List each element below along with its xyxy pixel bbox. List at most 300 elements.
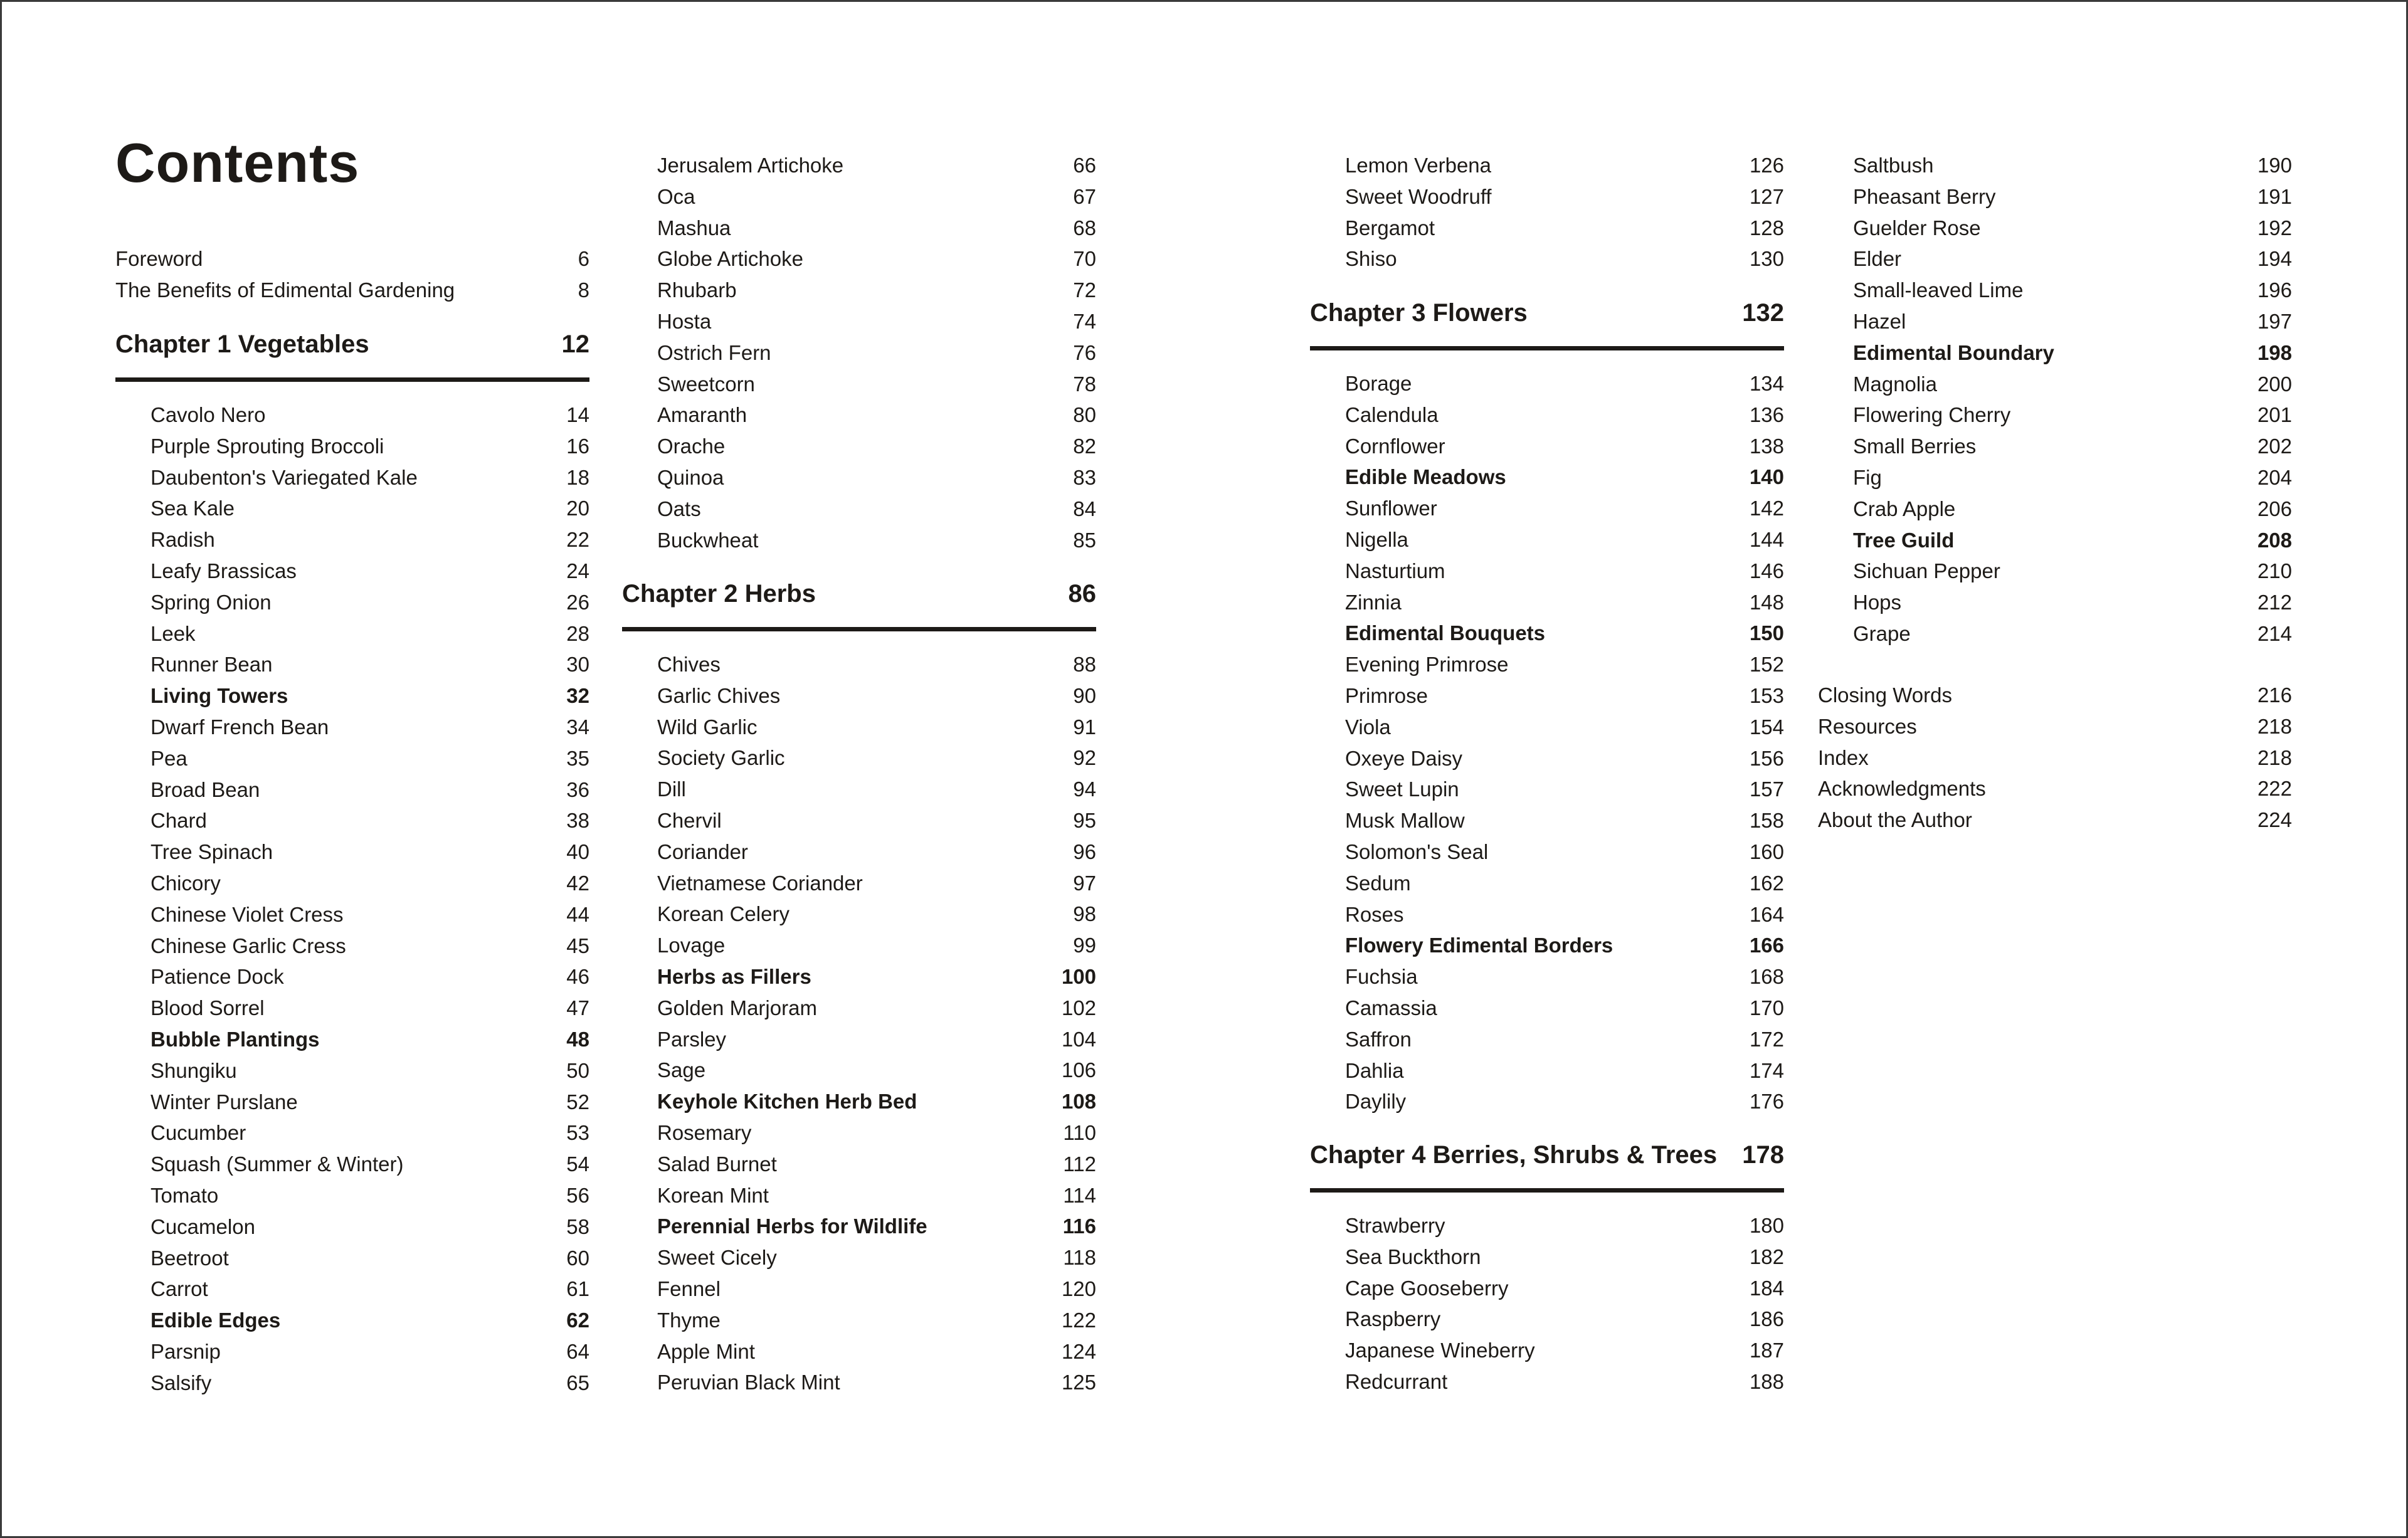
toc-entry[interactable] [622, 243, 1096, 275]
toc-entry[interactable] [1310, 649, 1784, 680]
toc-entry[interactable] [622, 337, 1096, 369]
toc-entry[interactable] [115, 930, 589, 962]
entry-label: Small Berries [1853, 435, 1977, 458]
entry-page-number: 116 [1062, 1214, 1096, 1238]
entry-label: Globe Artichoke [657, 247, 803, 271]
entry-label: Cornflower [1345, 434, 1445, 458]
entry-page-number: 48 [566, 1027, 589, 1051]
chapter-heading-berries-shrubs-trees[interactable] [1310, 1132, 1784, 1193]
toc-entry[interactable] [1310, 587, 1784, 618]
toc-entry[interactable] [115, 961, 589, 993]
entry-label: Leek [150, 621, 196, 645]
toc-entry[interactable] [622, 150, 1096, 181]
toc-entry[interactable] [1310, 1210, 1784, 1241]
entry-label: Rhubarb [657, 278, 737, 302]
entry-label: Tomato [150, 1183, 219, 1207]
entry-label: Chervil [657, 808, 722, 832]
toc-entry[interactable] [1310, 680, 1784, 712]
herbs-entry-list [622, 649, 1096, 1398]
entry-page-number: 120 [1061, 1277, 1096, 1300]
toc-entry[interactable] [622, 525, 1096, 556]
toc-entry[interactable] [1818, 431, 2292, 462]
entry-page-number: 174 [1749, 1058, 1784, 1082]
toc-entry[interactable] [622, 1117, 1096, 1149]
entry-label: Cucumber [150, 1121, 246, 1145]
toc-entry[interactable] [115, 649, 589, 680]
toc-entry[interactable] [622, 742, 1096, 774]
entry-label: Sunflower [1345, 497, 1437, 520]
entry-label: Closing Words [1818, 683, 1952, 707]
entry-page-number: 142 [1749, 497, 1784, 520]
toc-entry[interactable] [1310, 1055, 1784, 1087]
entry-label: Thyme [657, 1308, 721, 1332]
entry-page-number: 61 [566, 1277, 589, 1301]
entry-page-number: 82 [1073, 435, 1096, 458]
toc-entry[interactable] [1818, 493, 2292, 525]
entry-page-number: 78 [1073, 372, 1096, 396]
entry-page-number: 96 [1073, 840, 1096, 863]
back-matter-list [1818, 680, 2292, 836]
toc-entry[interactable] [1818, 150, 2292, 181]
entry-label: Sweet Lupin [1345, 777, 1459, 801]
entry-label: Evening Primrose [1345, 653, 1509, 677]
toc-entry[interactable] [115, 556, 589, 587]
toc-entry[interactable] [115, 805, 589, 836]
toc-entry[interactable] [622, 1242, 1096, 1273]
chapter-label: Chapter 1 Vegetables [115, 330, 369, 358]
entry-label: About the Author [1818, 808, 1972, 832]
entry-page-number: 52 [566, 1090, 589, 1114]
entry-label: Rosemary [657, 1120, 752, 1144]
chapter-page: 178 [1742, 1141, 1784, 1169]
toc-entry[interactable] [622, 181, 1096, 213]
entry-page-number: 170 [1749, 996, 1784, 1019]
page-title: Contents [115, 132, 360, 194]
toc-feature-entry[interactable] [1818, 337, 2292, 369]
toc-entry[interactable] [1818, 618, 2292, 650]
entry-page-number: 64 [566, 1339, 589, 1363]
toc-feature-entry[interactable] [622, 961, 1096, 993]
toc-entry[interactable] [1818, 556, 2292, 587]
herbs-continued-list [1310, 150, 1784, 275]
toc-feature-entry[interactable] [622, 1211, 1096, 1242]
entry-label: Salsify [150, 1371, 212, 1394]
entry-label: Sea Kale [150, 497, 235, 520]
toc-entry[interactable] [1818, 804, 2292, 836]
entry-label: Hops [1853, 591, 1902, 614]
entry-label: Saltbush [1853, 154, 1934, 177]
entry-page-number: 172 [1749, 1027, 1784, 1051]
toc-feature-entry[interactable] [1310, 461, 1784, 493]
toc-entry[interactable] [622, 275, 1096, 306]
toc-entry[interactable] [115, 243, 589, 275]
entry-label: Buckwheat [657, 528, 759, 552]
toc-entry[interactable] [115, 1367, 589, 1399]
toc-entry[interactable] [115, 1273, 589, 1305]
toc-feature-entry[interactable] [115, 680, 589, 712]
entry-label: Fennel [657, 1277, 721, 1300]
entry-page-number: 85 [1073, 528, 1096, 552]
entry-page-number: 187 [1749, 1339, 1784, 1362]
entry-label: Roses [1345, 902, 1404, 926]
entry-page-number: 35 [566, 746, 589, 770]
toc-entry[interactable] [1818, 680, 2292, 711]
toc-entry[interactable] [622, 1367, 1096, 1398]
entry-label: Japanese Wineberry [1345, 1339, 1535, 1362]
toc-entry[interactable] [1310, 805, 1784, 836]
entry-page-number: 188 [1749, 1369, 1784, 1393]
berries-entry-list [1310, 1210, 1784, 1398]
entry-label: Magnolia [1853, 372, 1937, 396]
entry-label: Sichuan Pepper [1853, 559, 2000, 583]
entry-page-number: 67 [1073, 184, 1096, 208]
entry-page-number: 26 [566, 590, 589, 614]
entry-label: Sedum [1345, 871, 1411, 895]
toc-entry[interactable] [1818, 306, 2292, 337]
chapter-label: Chapter 2 Herbs [622, 580, 816, 608]
toc-entry[interactable] [115, 1055, 589, 1087]
toc-entry[interactable] [115, 618, 589, 650]
toc-entry[interactable] [1310, 431, 1784, 462]
toc-entry[interactable] [1818, 462, 2292, 493]
entry-label: Acknowledgments [1818, 777, 1986, 801]
entry-page-number: 8 [578, 278, 589, 302]
entry-label: Fig [1853, 465, 1882, 489]
entry-page-number: 140 [1749, 465, 1784, 489]
toc-entry[interactable] [622, 898, 1096, 930]
entry-page-number: 186 [1749, 1307, 1784, 1331]
entry-label: Edimental Bouquets [1345, 621, 1546, 645]
toc-entry[interactable] [622, 1180, 1096, 1211]
toc-entry[interactable] [115, 1180, 589, 1211]
entry-page-number: 114 [1063, 1183, 1096, 1207]
toc-entry[interactable] [622, 1024, 1096, 1055]
entry-page-number: 156 [1749, 746, 1784, 770]
entry-page-number: 40 [566, 840, 589, 864]
toc-entry[interactable] [1310, 243, 1784, 275]
entry-page-number: 42 [566, 871, 589, 895]
toc-entry[interactable] [115, 587, 589, 618]
entry-page-number: 88 [1073, 653, 1096, 676]
entry-page-number: 106 [1061, 1058, 1096, 1082]
entry-page-number: 68 [1073, 216, 1096, 240]
entry-page-number: 92 [1073, 746, 1096, 770]
toc-entry[interactable] [1310, 1335, 1784, 1366]
toc-entry[interactable] [1818, 399, 2292, 431]
entry-page-number: 32 [566, 684, 589, 708]
toc-entry[interactable] [115, 712, 589, 743]
entry-page-number: 91 [1073, 715, 1096, 739]
entry-label: Sage [657, 1058, 706, 1082]
entry-page-number: 154 [1749, 715, 1784, 739]
toc-entry[interactable] [1818, 213, 2292, 244]
entry-label: Perennial Herbs for Wildlife [657, 1214, 927, 1238]
entry-page-number: 144 [1749, 527, 1784, 551]
toc-entry[interactable] [1310, 712, 1784, 743]
entry-page-number: 38 [566, 809, 589, 833]
entry-page-number: 102 [1061, 996, 1096, 1019]
chapter-page: 132 [1742, 299, 1784, 327]
entry-page-number: 60 [566, 1246, 589, 1270]
toc-entry[interactable] [115, 1243, 589, 1274]
entry-page-number: 122 [1061, 1308, 1096, 1332]
entry-page-number: 130 [1749, 247, 1784, 271]
toc-entry[interactable] [1818, 181, 2292, 213]
toc-entry[interactable] [1310, 493, 1784, 524]
entry-label: Pea [150, 746, 187, 770]
entry-label: Raspberry [1345, 1307, 1441, 1331]
entry-label: Vietnamese Coriander [657, 871, 863, 895]
entry-label: Nigella [1345, 527, 1408, 551]
entry-page-number: 124 [1061, 1339, 1096, 1363]
entry-label: Winter Purslane [150, 1090, 298, 1114]
toc-entry[interactable] [622, 1055, 1096, 1086]
entry-page-number: 22 [566, 528, 589, 552]
toc-entry[interactable] [115, 743, 589, 774]
toc-entry[interactable] [1310, 774, 1784, 805]
entry-page-number: 134 [1749, 372, 1784, 395]
entry-page-number: 118 [1063, 1246, 1096, 1270]
toc-feature-entry[interactable] [1310, 930, 1784, 961]
entry-label: Flowery Edimental Borders [1345, 934, 1613, 957]
toc-entry[interactable] [622, 431, 1096, 462]
toc-entry[interactable] [1310, 368, 1784, 399]
entry-label: Leafy Brassicas [150, 559, 297, 582]
entry-label: Sea Buckthorn [1345, 1245, 1481, 1268]
front-matter-list [115, 243, 589, 306]
toc-entry[interactable] [1310, 1024, 1784, 1055]
toc-entry[interactable] [115, 1087, 589, 1118]
toc-entry[interactable] [1310, 1273, 1784, 1304]
toc-entry[interactable] [1310, 899, 1784, 930]
toc-entry[interactable] [622, 1336, 1096, 1367]
toc-entry[interactable] [1818, 587, 2292, 618]
entry-label: Beetroot [150, 1246, 229, 1270]
entry-page-number: 45 [566, 934, 589, 957]
entry-label: Chinese Violet Cress [150, 902, 344, 926]
entry-label: Herbs as Fillers [657, 964, 811, 988]
toc-entry[interactable] [622, 836, 1096, 868]
berries-continued-list [1818, 150, 2292, 650]
toc-feature-entry[interactable] [115, 1024, 589, 1055]
toc-entry[interactable] [1310, 150, 1784, 181]
entry-page-number: 202 [2257, 435, 2292, 458]
vegetables-continued-list [622, 150, 1096, 556]
entry-page-number: 72 [1073, 278, 1096, 302]
entry-page-number: 76 [1073, 340, 1096, 364]
entry-page-number: 176 [1749, 1090, 1784, 1114]
entry-page-number: 34 [566, 715, 589, 739]
entry-label: Shiso [1345, 247, 1397, 271]
toc-entry[interactable] [622, 868, 1096, 899]
entry-page-number: 208 [2257, 528, 2292, 552]
entry-page-number: 18 [566, 465, 589, 489]
toc-entry[interactable] [622, 1149, 1096, 1180]
entry-page-number: 97 [1073, 871, 1096, 895]
toc-entry[interactable] [1818, 773, 2292, 804]
toc-entry[interactable] [1310, 1241, 1784, 1273]
entry-label: Elder [1853, 247, 1902, 271]
entry-label: Borage [1345, 372, 1412, 395]
entry-page-number: 190 [2257, 154, 2292, 177]
toc-feature-entry[interactable] [115, 1305, 589, 1336]
entry-label: Quinoa [657, 465, 724, 489]
entry-page-number: 200 [2257, 372, 2292, 396]
entry-label: Solomon's Seal [1345, 840, 1489, 863]
entry-label: Living Towers [150, 684, 288, 708]
entry-page-number: 157 [1749, 777, 1784, 801]
toc-entry[interactable] [1818, 742, 2292, 774]
entry-page-number: 110 [1063, 1120, 1096, 1144]
chapter-heading-vegetables[interactable] [115, 321, 589, 382]
entry-label: Broad Bean [150, 777, 260, 801]
toc-entry[interactable] [1310, 961, 1784, 993]
entry-label: Chicory [150, 871, 221, 895]
toc-entry[interactable] [622, 369, 1096, 400]
chapter-page: 12 [561, 330, 589, 358]
toc-entry[interactable] [1818, 711, 2292, 742]
toc-entry[interactable] [115, 462, 589, 493]
toc-entry[interactable] [1310, 868, 1784, 899]
entry-page-number: 66 [1073, 154, 1096, 177]
toc-entry[interactable] [115, 1336, 589, 1367]
entry-page-number: 153 [1749, 683, 1784, 707]
toc-entry[interactable] [1818, 275, 2292, 306]
toc-entry[interactable] [1310, 213, 1784, 244]
entry-page-number: 46 [566, 965, 589, 989]
entry-page-number: 108 [1061, 1090, 1096, 1114]
entry-label: Squash (Summer & Winter) [150, 1152, 404, 1176]
entry-label: Primrose [1345, 683, 1428, 707]
toc-entry[interactable] [115, 524, 589, 556]
toc-entry[interactable] [115, 399, 589, 431]
entry-page-number: 90 [1073, 683, 1096, 707]
toc-entry[interactable] [1310, 399, 1784, 431]
entry-page-number: 218 [2257, 714, 2292, 738]
toc-entry[interactable] [622, 930, 1096, 961]
entry-label: Saffron [1345, 1027, 1412, 1051]
entry-page-number: 127 [1749, 184, 1784, 208]
entry-page-number: 95 [1073, 808, 1096, 832]
entry-label: Edimental Boundary [1853, 340, 2054, 364]
chapter-heading-herbs[interactable] [622, 571, 1096, 631]
toc-entry[interactable] [1818, 243, 2292, 275]
entry-label: Korean Mint [657, 1183, 769, 1207]
entry-page-number: 53 [566, 1121, 589, 1145]
toc-entry[interactable] [1818, 369, 2292, 400]
entry-label: Foreword [115, 247, 203, 270]
toc-entry[interactable] [622, 306, 1096, 337]
toc-entry[interactable] [1310, 524, 1784, 556]
entry-label: Blood Sorrel [150, 996, 265, 1020]
toc-entry[interactable] [622, 1305, 1096, 1336]
entry-label: Lemon Verbena [1345, 154, 1492, 177]
toc-entry[interactable] [622, 649, 1096, 680]
entry-page-number: 128 [1749, 216, 1784, 240]
toc-entry[interactable] [1310, 993, 1784, 1024]
toc-entry[interactable] [622, 774, 1096, 805]
entry-label: Parsnip [150, 1339, 221, 1363]
toc-entry[interactable] [622, 399, 1096, 431]
toc-entry[interactable] [622, 493, 1096, 525]
toc-entry[interactable] [115, 1211, 589, 1243]
entry-page-number: 99 [1073, 934, 1096, 957]
entry-label: Resources [1818, 714, 1917, 738]
entry-label: Salad Burnet [657, 1152, 777, 1176]
toc-entry[interactable] [115, 493, 589, 524]
toc-entry[interactable] [1310, 181, 1784, 213]
entry-page-number: 20 [566, 497, 589, 520]
toc-entry[interactable] [1310, 1086, 1784, 1117]
chapter-label: Chapter 4 Berries, Shrubs & Trees [1310, 1141, 1718, 1169]
toc-feature-entry[interactable] [1818, 525, 2292, 556]
toc-entry[interactable] [622, 680, 1096, 712]
entry-label: Keyhole Kitchen Herb Bed [657, 1090, 917, 1114]
toc-entry[interactable] [1310, 556, 1784, 587]
entry-page-number: 56 [566, 1183, 589, 1207]
entry-label: Calendula [1345, 403, 1439, 426]
entry-label: Daubenton's Variegated Kale [150, 465, 418, 489]
entry-label: Hazel [1853, 309, 1906, 333]
entry-label: Oxeye Daisy [1345, 746, 1463, 770]
entry-page-number: 158 [1749, 809, 1784, 833]
toc-entry[interactable] [622, 805, 1096, 836]
entry-page-number: 112 [1063, 1152, 1096, 1176]
chapter-heading-flowers[interactable] [1310, 290, 1784, 350]
entry-label: Hosta [657, 309, 712, 333]
toc-entry[interactable] [115, 1117, 589, 1149]
toc-entry[interactable] [622, 712, 1096, 743]
toc-entry[interactable] [622, 993, 1096, 1024]
entry-label: Garlic Chives [657, 683, 781, 707]
entry-page-number: 50 [566, 1058, 589, 1082]
toc-entry[interactable] [1310, 836, 1784, 868]
entry-label: Parsley [657, 1027, 727, 1051]
toc-entry[interactable] [115, 431, 589, 462]
toc-feature-entry[interactable] [1310, 618, 1784, 649]
entry-label: Purple Sprouting Broccoli [150, 434, 384, 458]
toc-entry[interactable] [622, 213, 1096, 244]
toc-entry[interactable] [115, 993, 589, 1024]
entry-label: Fuchsia [1345, 965, 1418, 989]
toc-entry[interactable] [115, 836, 589, 868]
toc-entry[interactable] [1310, 1304, 1784, 1335]
entry-page-number: 70 [1073, 247, 1096, 271]
entry-label: Amaranth [657, 403, 747, 427]
toc-entry[interactable] [115, 275, 589, 306]
entry-label: Oats [657, 497, 701, 520]
entry-page-number: 162 [1749, 871, 1784, 895]
toc-entry[interactable] [1310, 743, 1784, 774]
entry-label: Cucamelon [150, 1214, 255, 1238]
entry-label: Golden Marjoram [657, 996, 817, 1019]
entry-label: Flowering Cherry [1853, 403, 2011, 427]
entry-label: Dwarf French Bean [150, 715, 329, 739]
entry-label: Strawberry [1345, 1214, 1445, 1237]
toc-entry[interactable] [622, 462, 1096, 493]
entry-label: Nasturtium [1345, 559, 1445, 582]
toc-entry[interactable] [115, 899, 589, 930]
toc-entry[interactable] [115, 774, 589, 806]
entry-page-number: 180 [1749, 1214, 1784, 1237]
toc-feature-entry[interactable] [622, 1086, 1096, 1117]
toc-entry[interactable] [115, 868, 589, 899]
toc-entry[interactable] [115, 1149, 589, 1180]
toc-entry[interactable] [1310, 1366, 1784, 1398]
toc-entry[interactable] [622, 1273, 1096, 1305]
entry-page-number: 191 [2257, 184, 2292, 208]
entry-label: Cape Gooseberry [1345, 1276, 1509, 1300]
